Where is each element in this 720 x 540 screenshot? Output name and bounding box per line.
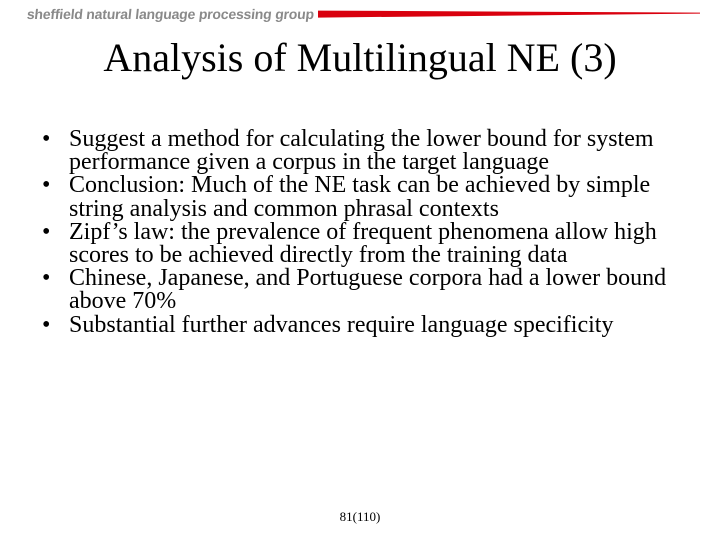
header-accent-bar-shape — [318, 11, 700, 18]
bullet-text: Chinese, Japanese, and Portuguese corpora had a lower bound above 70% — [69, 265, 667, 315]
slide-title: Analysis of Multilingual NE (3) — [103, 35, 617, 80]
bullet-marker: • — [42, 172, 51, 199]
bullet-item — [42, 218, 702, 269]
bullet-item — [42, 267, 702, 313]
bullet-marker: • — [42, 126, 51, 152]
header-accent-bar — [318, 10, 700, 18]
bullet-list — [42, 128, 702, 337]
bullet-text: Substantial further advances require language specificity — [69, 311, 614, 338]
bullet-item — [42, 311, 702, 338]
bullet-item — [42, 128, 702, 174]
bullet-marker: • — [42, 218, 51, 245]
bullet-marker: • — [42, 311, 51, 338]
bullet-item — [42, 174, 702, 220]
bullet-marker: • — [42, 265, 51, 292]
page-number: 81(110) — [339, 509, 381, 524]
bullet-text: Suggest a method for calculating the lower bound for system performance given a corpus in the target language — [69, 126, 654, 176]
sheffield-nlp-logo: sheffield natural language processing group — [26, 6, 315, 22]
bullet-text: Conclusion: Much of the NE task can be achieved by simple string analysis and common phrasal contexts — [69, 172, 651, 222]
bullet-text: Zipf’s law: the prevalence of frequent phenomena allow high scores to be achieved directly from the training data — [69, 218, 657, 269]
